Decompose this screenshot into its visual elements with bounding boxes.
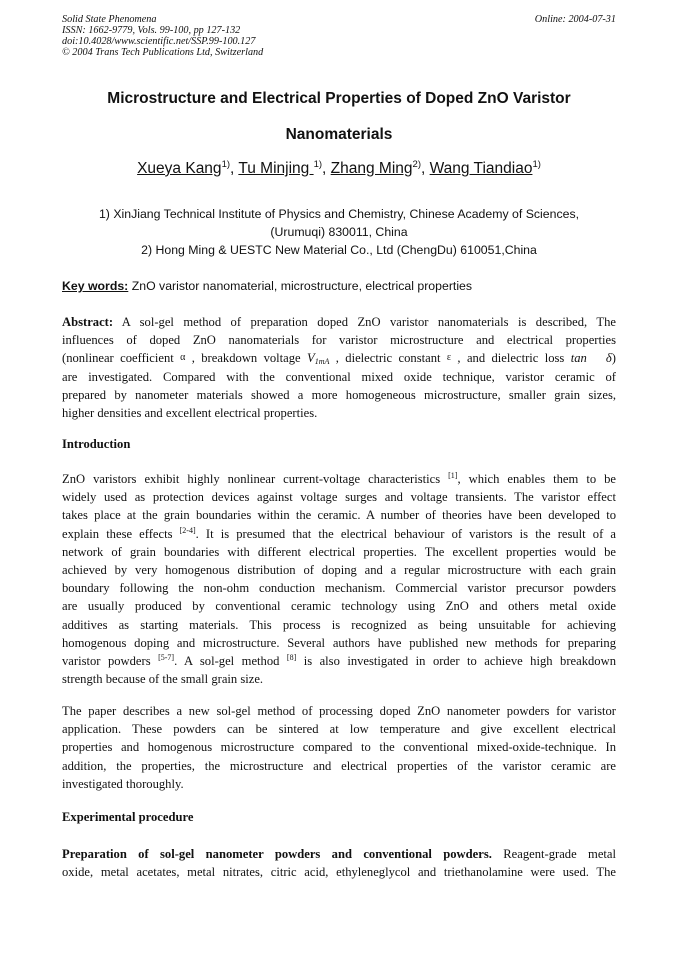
affiliation-2: 2) Hong Ming & UESTC New Material Co., Ltd (ChengDu) 610051,China xyxy=(141,243,537,257)
keywords xyxy=(62,279,616,293)
author-affiliation-mark: 2) xyxy=(412,159,421,170)
paper-title-line-1: Microstructure and Electrical Properties of Doped ZnO Varistor xyxy=(107,90,571,107)
tan-symbol: tan xyxy=(570,351,587,366)
keywords-label: Key words: xyxy=(62,279,129,293)
author-name[interactable]: Xueya Kang xyxy=(137,160,222,178)
abstract-text: influences of doped ZnO nanomaterials for varistor microstructure and electrical properties xyxy=(62,333,616,348)
online-date: Online: 2004-07-31 xyxy=(534,14,616,25)
paragraph-text: is also investigated in order to achieve high breakdown xyxy=(296,654,617,669)
citation[interactable]: [8] xyxy=(286,653,297,663)
paper-title-line-2: Nanomaterials xyxy=(285,126,393,143)
author-affiliation-mark: 1) xyxy=(313,159,323,170)
keywords-text: ZnO varistor nanomaterial, microstructure, electrical properties xyxy=(128,279,473,293)
voltage-subscript: 1mA xyxy=(314,357,330,367)
abstract-text: , dielectric constant xyxy=(329,351,447,366)
paragraph-text: are usually produced by conventional ceramic technology using ZnO and others metal oxide xyxy=(62,599,616,614)
paragraph-text: , which enables them to be xyxy=(457,472,616,486)
issn-line: ISSN: 1662-9779, Vols. 99-100, pp 127-132 xyxy=(62,25,241,36)
author-affiliation-mark: 1) xyxy=(532,159,541,170)
paragraph-text: investigated thoroughly. xyxy=(62,776,184,791)
delta-symbol: δ xyxy=(605,351,612,366)
abstract-text: A sol-gel method of preparation doped ZnO varistor nanomaterials is described, The xyxy=(113,315,616,329)
citation[interactable]: [5-7] xyxy=(158,653,175,663)
paragraph-text: widely used as protection devices against voltage surges and voltage transients. The varistor effect xyxy=(62,490,616,505)
experimental-paragraph xyxy=(62,845,616,881)
paragraph-text: . It is presumed that the electrical behaviour of varistors is the result of a xyxy=(195,526,616,541)
author-list: Xueya Kang$^{1)}$, Tu Minjing $^{1)}$, Zhang Ming$^{2)}$, Wang Tiandiao$^{1)}$ xyxy=(137,159,541,178)
epsilon-symbol: ε xyxy=(446,352,452,364)
paragraph-text: network of grain boundaries with different electrical properties. The excellent properties would be xyxy=(62,544,616,559)
abstract-label: Abstract: xyxy=(62,315,114,329)
abstract-text: are investigated. Compared with the conventional mixed oxide technique, varistor ceramic of xyxy=(62,369,616,384)
paragraph-text: Reagent-grade metal xyxy=(491,847,616,861)
abstract-text: higher densities and excellent electrical properties. xyxy=(62,406,318,421)
introduction-paragraph-1 xyxy=(62,470,616,688)
copyright-line: © 2004 Trans Tech Publications Ltd, Switzerland xyxy=(62,47,264,58)
paragraph-text: varistor powders xyxy=(62,654,159,669)
paragraph-text: boundary following the non-ohm conduction mechanism. Commercial varistor precursor powders xyxy=(62,581,616,596)
paragraph-text: oxide, metal acetates, metal nitrates, citric acid, ethyleneglycol and triethanolamine were used. The xyxy=(62,865,616,880)
citation[interactable]: [1] xyxy=(448,471,458,480)
paragraph-text: takes place at the grain boundaries within the ceramic. A number of theories have been developed to xyxy=(62,508,616,523)
affiliation-1-city: (Urumuqi) 830011, China xyxy=(270,225,408,239)
paragraph-text: homogenous doping and microstructure. Several authors have published new methods for preparing xyxy=(62,635,616,650)
paragraph-text: properties and homogenous microstructure compared to the conventional mixed-oxide-technique. In xyxy=(62,740,616,755)
paragraph-text: ZnO varistors exhibit highly nonlinear current-voltage characteristics xyxy=(62,472,449,486)
author-name[interactable]: Tu Minjing xyxy=(238,160,314,178)
citation[interactable]: [2-4] xyxy=(179,525,196,535)
abstract-text: prepared by nanometer materials showed a more homogeneous microstructure, smaller grain sizes, xyxy=(62,387,616,402)
paragraph-text: addition, the properties, the microstructure and electrical properties of the varistor ceramic are xyxy=(62,758,616,773)
paragraph-text: achieved by very homogenous distribution of doping and a regular microstructure with each grain xyxy=(62,563,616,578)
journal-header xyxy=(62,14,263,58)
author-affiliation-mark: 1) xyxy=(221,159,231,170)
paragraph-text: explain these effects xyxy=(62,526,180,541)
paragraph-text: The paper describes a new sol-gel method of processing doped ZnO nanometer powders for varistor xyxy=(62,704,616,718)
author-name[interactable]: Zhang Ming xyxy=(330,160,413,178)
subsection-label: Preparation of sol-gel nanometer powders and conventional powders. xyxy=(62,847,492,861)
alpha-symbol: α xyxy=(180,352,186,364)
affiliation-1: 1) XinJiang Technical Institute of Physics and Chemistry, Chinese Academy of Sciences, xyxy=(98,207,580,221)
introduction-heading: Introduction xyxy=(62,437,131,451)
paragraph-text: application. These powders can be sintered at low temperature and give excellent electrical xyxy=(62,722,616,737)
abstract xyxy=(62,313,616,422)
abstract-text: , and dielectric loss xyxy=(451,351,571,366)
journal-name: Solid State Phenomena xyxy=(62,14,157,25)
paragraph-text: strength because of the small grain size. xyxy=(62,672,264,687)
doi-line[interactable]: doi:10.4028/www.scientific.net/SSP.99-100.127 xyxy=(62,36,256,47)
introduction-paragraph-2 xyxy=(62,702,616,793)
abstract-text: , breakdown voltage xyxy=(185,351,308,366)
paragraph-text: additives as starting materials. This process is recognized as being unsuitable for achieving xyxy=(62,617,616,632)
abstract-text: (nonlinear coefficient xyxy=(62,351,181,366)
paragraph-text: . A sol-gel method xyxy=(174,654,287,669)
abstract-text: ) xyxy=(611,351,616,366)
author-name[interactable]: Wang Tiandiao xyxy=(429,160,533,178)
experimental-heading: Experimental procedure xyxy=(62,810,194,824)
voltage-symbol: V xyxy=(307,351,315,366)
